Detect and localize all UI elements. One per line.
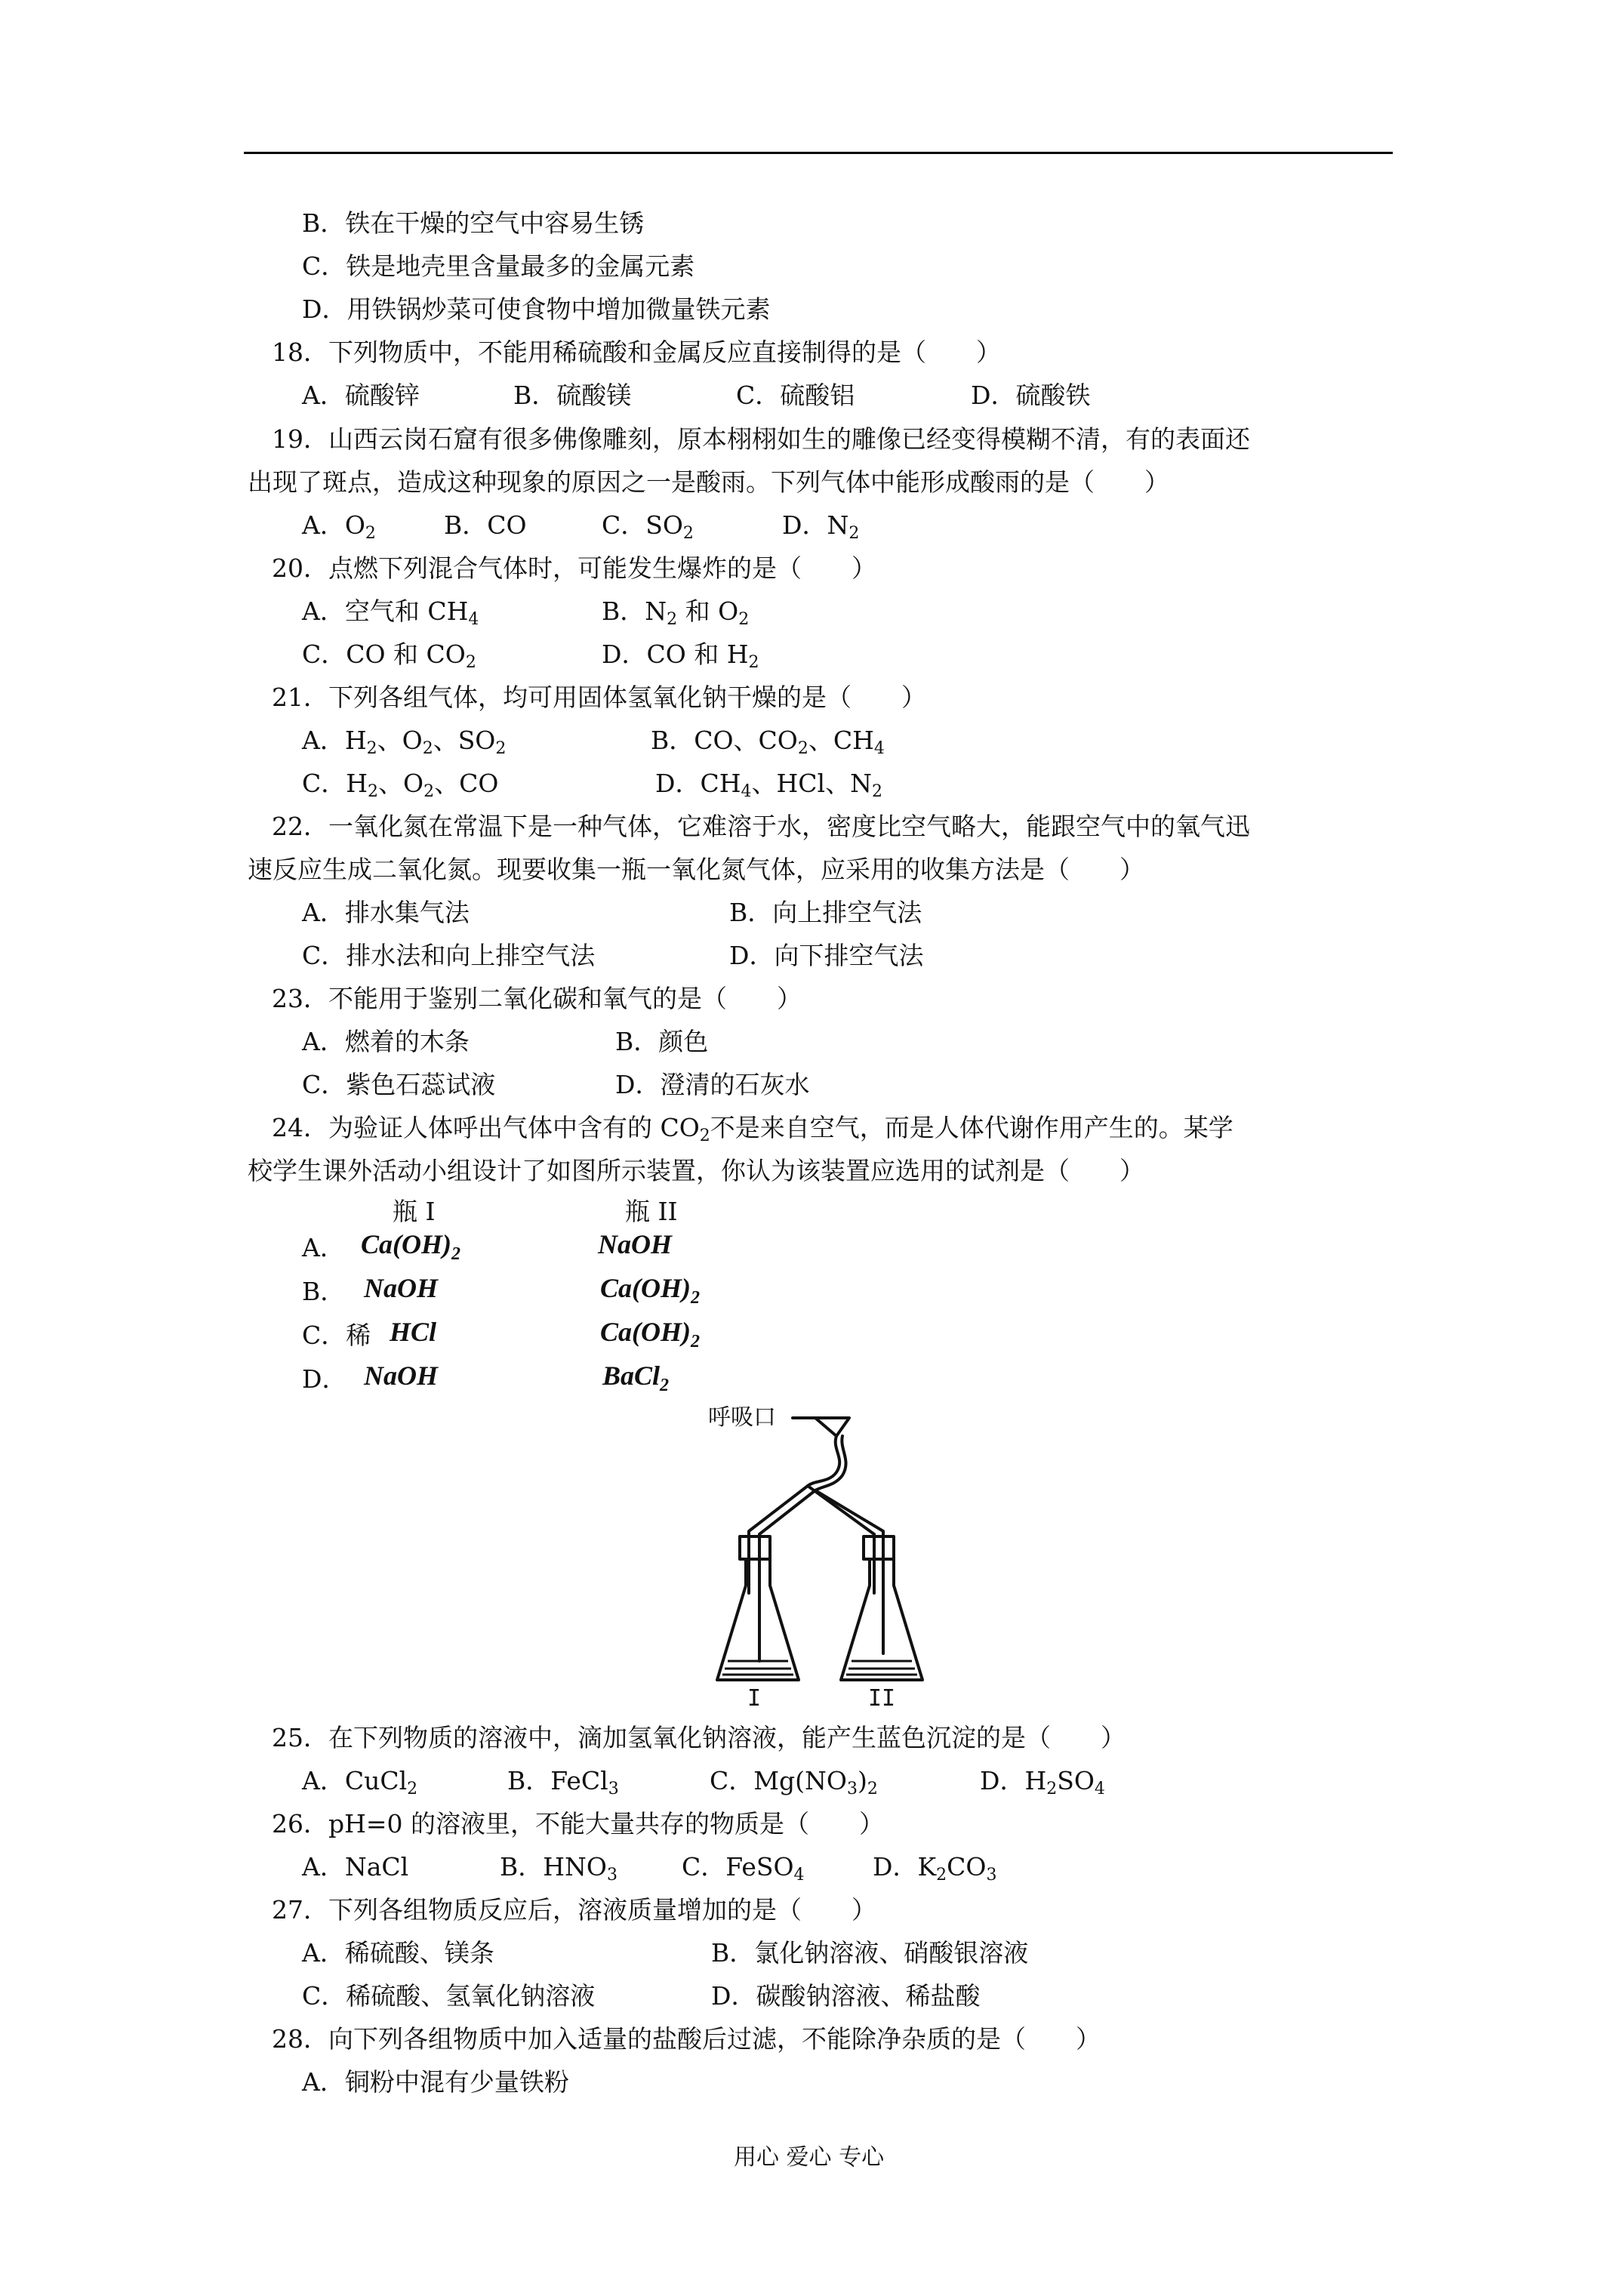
q23-option-b: B．颜色 [615, 1027, 709, 1056]
q21-option-c: C．$H_2$、$O_2$、CO [302, 769, 499, 801]
q19-option-b: B．CO [444, 510, 527, 540]
q24-figure-bottle2-label: II [868, 1685, 896, 1712]
q21-stem: 21．下列各组气体，均可用固体氢氧化钠干燥的是（ ） [272, 683, 926, 712]
q24-apparatus-figure [702, 1404, 944, 1706]
page-footer: 用心 爱心 专心 [734, 2144, 885, 2171]
q24-option-d-reagent2: BaCl$_2$ [602, 1361, 670, 1395]
q23-option-a: A．燃着的木条 [302, 1027, 470, 1056]
q20-stem: 20．点燃下列混合气体时，可能发生爆炸的是（ ） [272, 553, 876, 583]
q18-option-c: C．硫酸铝 [736, 381, 855, 410]
q24-col-bottle2: 瓶 II [625, 1197, 678, 1226]
option-c-prev: C．铁是地壳里含量最多的金属元素 [302, 251, 695, 281]
q18-option-b: B．硫酸镁 [513, 381, 632, 410]
q18-stem: 18．下列物质中，不能用稀硫酸和金属反应直接制得的是（ ） [272, 337, 1001, 367]
q28-option-a: A．铜粉中混有少量铁粉 [302, 2067, 569, 2097]
q24-figure-bottle1-label: I [747, 1685, 762, 1712]
q24-stem-line1: 24．为验证人体呼出气体中含有的 $CO_2$不是来自空气，而是人体代谢作用产生的。某学 [272, 1113, 1233, 1145]
q27-option-a: A．稀硫酸、镁条 [302, 1938, 494, 1968]
q24-option-d-label: D． [302, 1364, 347, 1394]
q22-option-d: D．向下排空气法 [729, 941, 924, 970]
q19-stem-line2: 出现了斑点，造成这种现象的原因之一是酸雨。下列气体中能形成酸雨的是（ ） [248, 467, 1169, 497]
q24-option-b-reagent2: $Ca(OH)_2$ [600, 1273, 700, 1308]
q19-option-d: D．$N_2$ [782, 510, 860, 543]
q27-stem: 27．下列各组物质反应后，溶液质量增加的是（ ） [272, 1895, 876, 1925]
q22-option-b: B．向上排空气法 [729, 898, 922, 927]
header-rule [244, 152, 1393, 154]
q22-option-c: C．排水法和向上排空气法 [302, 941, 596, 970]
q23-stem: 23．不能用于鉴别二氧化碳和氧气的是（ ） [272, 984, 802, 1013]
q24-option-a-label: A． [302, 1233, 345, 1262]
q20-option-b: B．$N_2$ 和 $O_2$ [602, 596, 750, 629]
q22-stem-line1: 22．一氧化氮在常温下是一种气体，它难溶于水，密度比空气略大，能跟空气中的氧气迅 [272, 812, 1250, 841]
q24-col-bottle1: 瓶 I [393, 1197, 436, 1226]
q24-option-a-reagent2: NaOH [598, 1229, 672, 1259]
q22-stem-line2: 速反应生成二氧化氮。现要收集一瓶一氧化氮气体，应采用的收集方法是（ ） [248, 855, 1144, 884]
q25-option-b: B．FeCl$_3$ [507, 1766, 619, 1798]
q26-option-d: D．$K_2CO_3$ [873, 1852, 997, 1885]
q24-option-b-label: B． [302, 1277, 346, 1306]
q26-option-c: C．FeSO$_4$ [682, 1852, 805, 1885]
q23-option-d: D．澄清的石灰水 [615, 1070, 810, 1099]
q25-option-a: A．CuCl$_2$ [302, 1766, 418, 1798]
option-d-prev: D．用铁锅炒菜可使食物中增加微量铁元素 [302, 294, 771, 324]
q27-option-c: C．稀硫酸、氢氧化钠溶液 [302, 1981, 596, 2011]
q19-option-a: A．$O_2$ [302, 510, 376, 543]
q26-stem: 26．pH=0 的溶液里，不能大量共存的物质是（ ） [272, 1809, 885, 1838]
q24-option-a-reagent1: $Ca(OH)_2$ [361, 1229, 460, 1264]
q22-option-a: A．排水集气法 [302, 898, 470, 927]
q18-option-d: D．硫酸铁 [971, 381, 1091, 410]
q21-option-a: A．$H_2$、$O_2$、$SO_2$ [302, 726, 507, 758]
q19-stem-line1: 19．山西云岗石窟有很多佛像雕刻，原本栩栩如生的雕像已经变得模糊不清，有的表面还 [272, 424, 1250, 454]
q24-stem-line2: 校学生课外活动小组设计了如图所示装置，你认为该装置应选用的试剂是（ ） [248, 1156, 1144, 1185]
q23-option-c: C．紫色石蕊试液 [302, 1070, 496, 1099]
q25-option-d: D．$H_2SO_4$ [980, 1766, 1105, 1798]
q24-option-d-reagent1: NaOH [364, 1361, 438, 1391]
q24-option-c-reagent1: HCl [390, 1317, 437, 1347]
q24-option-c-label: C．稀 [302, 1321, 371, 1350]
option-b-prev: B．铁在干燥的空气中容易生锈 [302, 208, 645, 238]
q20-option-c: C．CO 和 $CO_2$ [302, 639, 476, 672]
q27-option-d: D．碳酸钠溶液、稀盐酸 [711, 1981, 981, 2011]
q25-option-c: C．$Mg(NO_3)_2$ [710, 1766, 878, 1798]
q26-option-a: A．NaCl [302, 1852, 409, 1881]
q18-option-a: A．硫酸锌 [302, 381, 420, 410]
q21-option-b: B．CO、$CO_2$、$CH_4$ [651, 726, 885, 758]
q24-figure-mouthpiece-label: 呼吸口 [708, 1404, 776, 1431]
q21-option-d: D．$CH_4$、HCl、$N_2$ [655, 769, 882, 801]
q24-option-c-reagent2: $Ca(OH)_2$ [600, 1317, 700, 1351]
q24-option-b-reagent1: NaOH [364, 1273, 438, 1303]
q19-option-c: C．$SO_2$ [602, 510, 694, 543]
q20-option-d: D．CO 和 $H_2$ [602, 639, 759, 672]
q27-option-b: B．氯化钠溶液、硝酸银溶液 [711, 1938, 1029, 1968]
q26-option-b: B．$HNO_3$ [500, 1852, 617, 1885]
q25-stem: 25．在下列物质的溶液中，滴加氢氧化钠溶液，能产生蓝色沉淀的是（ ） [272, 1723, 1126, 1752]
q20-option-a: A．空气和 $CH_4$ [302, 596, 479, 629]
q28-stem: 28．向下列各组物质中加入适量的盐酸后过滤，不能除净杂质的是（ ） [272, 2024, 1101, 2054]
